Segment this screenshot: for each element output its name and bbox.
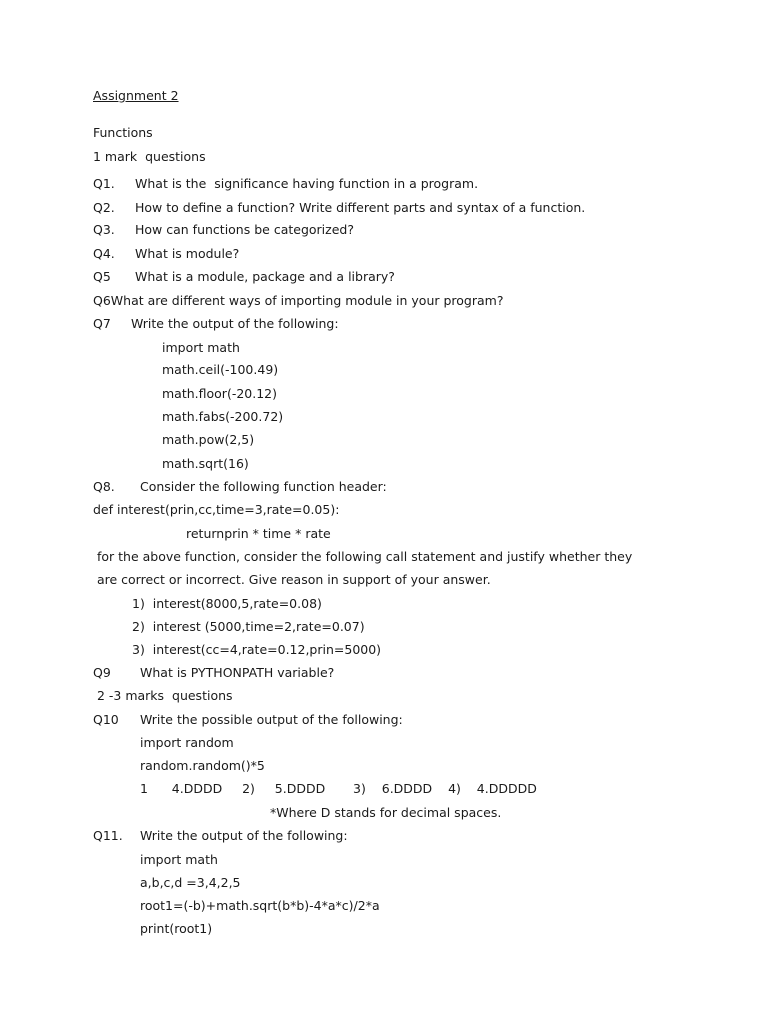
q10-text: Write the possible output of the following: (140, 712, 403, 727)
q8-return-line: returnprin * time * rate (186, 526, 331, 541)
q11-code-line: root1=(-b)+math.sqrt(b*b)-4*a*c)/2*a (140, 898, 380, 913)
q8-call-statement: 1) interest(8000,5,rate=0.08) (132, 596, 322, 611)
q5-number: Q5 (93, 269, 111, 284)
q10-number: Q10 (93, 712, 119, 727)
q7-code-line: math.sqrt(16) (162, 456, 249, 471)
q7-code-line: math.ceil(-100.49) (162, 362, 279, 377)
q11-code-line: import math (140, 852, 218, 867)
q10-note: *Where D stands for decimal spaces. (270, 805, 502, 820)
q8-call-statement: 2) interest (5000,time=2,rate=0.07) (132, 619, 365, 634)
q8-paragraph-line: for the above function, consider the following call statement and justify whether they (93, 549, 633, 564)
q11-code-line: a,b,c,d =3,4,2,5 (140, 875, 241, 890)
q1-text: What is the significance having function in a program. (135, 176, 479, 191)
q7-code-line: math.floor(-20.12) (162, 386, 277, 401)
q1-number: Q1. (93, 176, 115, 191)
q9-text: What is PYTHONPATH variable? (140, 665, 335, 680)
section-heading-2-3-marks: 2 -3 marks questions (93, 688, 233, 703)
q7-code-line: math.fabs(-200.72) (162, 409, 284, 424)
q2-text: How to define a function? Write different parts and syntax of a function. (135, 200, 586, 215)
q4-number: Q4. (93, 246, 115, 261)
q7-number: Q7 (93, 316, 111, 331)
q3-text: How can functions be categorized? (135, 222, 354, 237)
q11-text: Write the output of the following: (140, 828, 348, 843)
q3-number: Q3. (93, 222, 115, 237)
q8-number: Q8. (93, 479, 115, 494)
topic-heading: Functions (93, 125, 153, 140)
q5-text: What is a module, package and a library? (135, 269, 395, 284)
section-heading-1-mark: 1 mark questions (93, 149, 206, 164)
q6-text: Q6What are different ways of importing module in your program? (93, 293, 504, 308)
q4-text: What is module? (135, 246, 240, 261)
q7-code-line: math.pow(2,5) (162, 432, 255, 447)
q7-text: Write the output of the following: (131, 316, 339, 331)
q2-number: Q2. (93, 200, 115, 215)
q8-text: Consider the following function header: (140, 479, 387, 494)
q8-paragraph-line: are correct or incorrect. Give reason in support of your answer. (93, 572, 491, 587)
q10-options: 1 4.DDDD 2) 5.DDDD 3) 6.DDDD 4) 4.DDDDD (140, 781, 537, 796)
q10-code-line: random.random()*5 (140, 758, 265, 773)
assignment-title: Assignment 2 (93, 88, 179, 103)
q8-def-line: def interest(prin,cc,time=3,rate=0.05): (93, 502, 340, 517)
q11-code-line: print(root1) (140, 921, 213, 936)
q10-code-line: import random (140, 735, 234, 750)
q8-call-statement: 3) interest(cc=4,rate=0.12,prin=5000) (132, 642, 382, 657)
q11-number: Q11. (93, 828, 123, 843)
q9-number: Q9 (93, 665, 111, 680)
q7-code-line: import math (162, 340, 240, 355)
